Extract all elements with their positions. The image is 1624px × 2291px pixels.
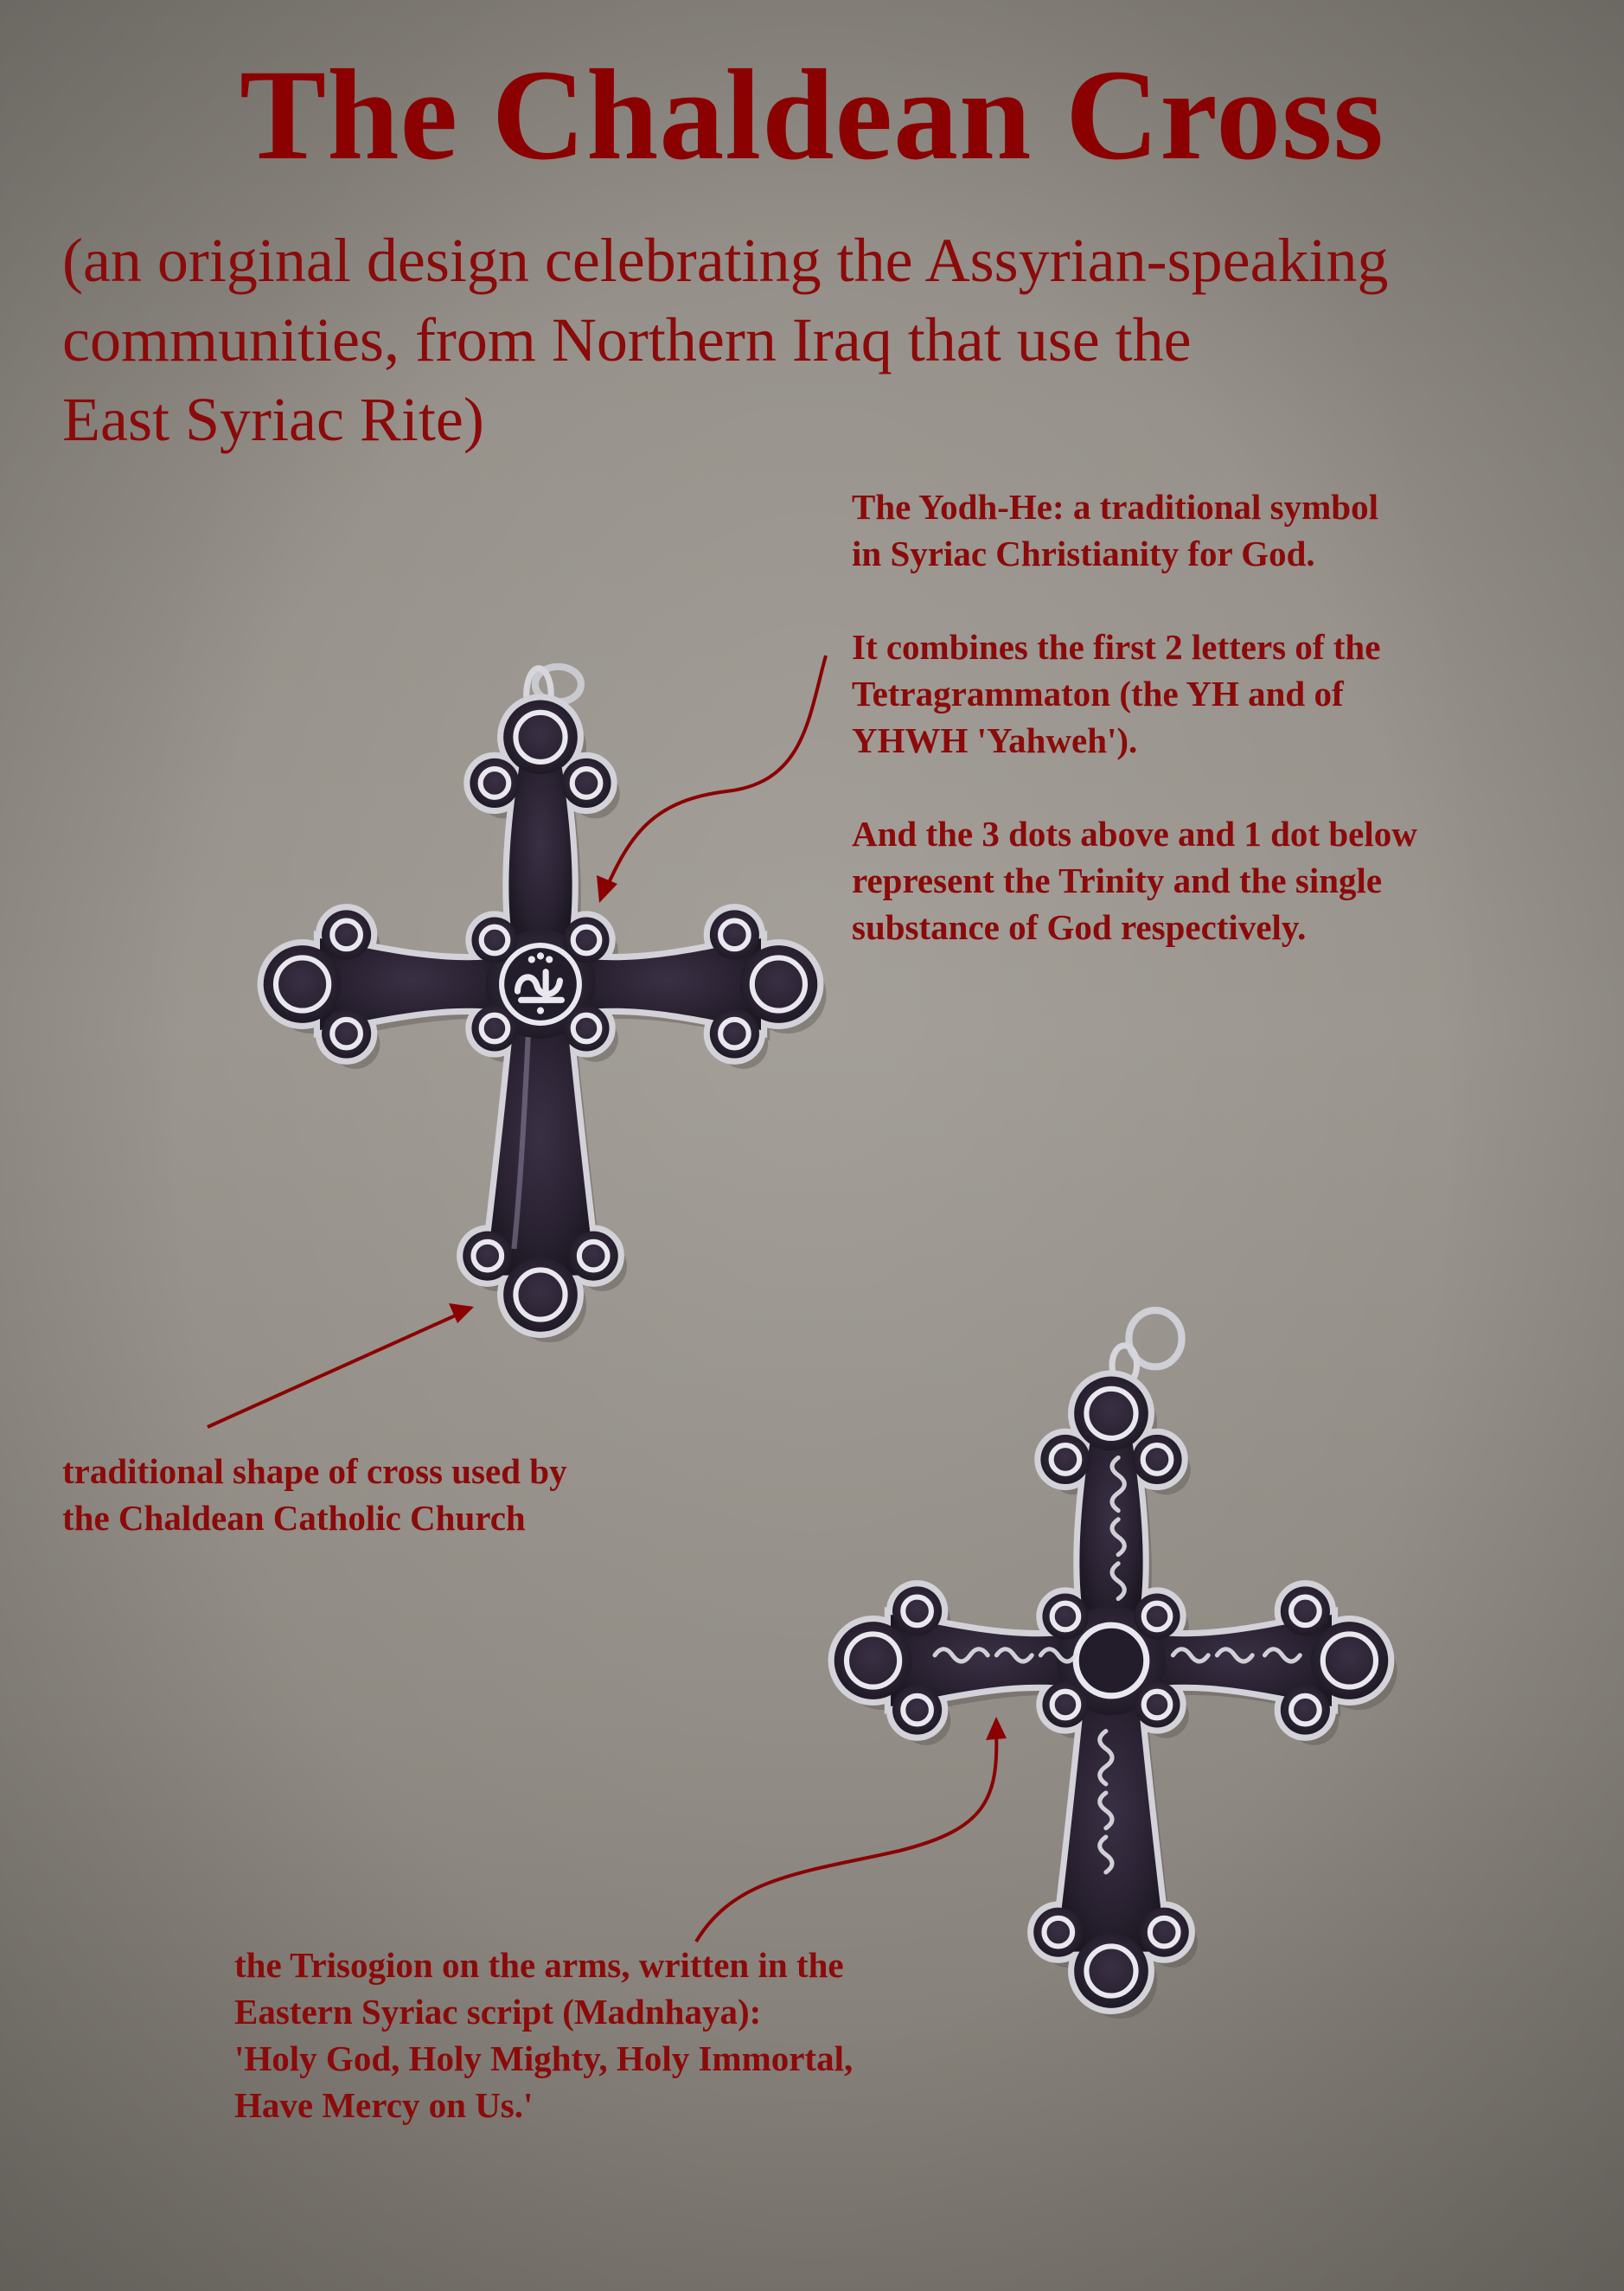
annotation-line: Eastern Syriac script (Madnhaya): xyxy=(234,1992,762,2032)
cross-shape-annotation xyxy=(62,1448,719,1541)
annotation-spacer xyxy=(852,764,1595,810)
yodh-he-annotation xyxy=(852,483,1595,950)
left-pendant-image xyxy=(264,667,827,1342)
arrowhead-icon xyxy=(986,1717,1007,1740)
annotation-line: Have Mercy on Us.' xyxy=(234,2085,534,2125)
annotation-line: The Yodh-He: a traditional symbol xyxy=(852,487,1378,527)
annotation-line: It combines the first 2 letters of the xyxy=(852,627,1381,667)
annotation-line: the Trisogion on the arms, written in the xyxy=(234,1945,844,1985)
annotation-line: YHWH 'Yahweh'). xyxy=(852,720,1138,760)
annotation-spacer xyxy=(852,577,1595,624)
arrowhead-icon xyxy=(449,1303,474,1323)
poster-title: The Chaldean Cross xyxy=(240,43,1384,187)
arrow-yodh-he xyxy=(605,656,826,891)
annotation-line: traditional shape of cross used by xyxy=(62,1451,567,1491)
right-pendant-image xyxy=(834,1310,1397,2019)
annotation-line: represent the Trinity and the single xyxy=(852,861,1383,900)
annotation-line: 'Holy God, Holy Mighty, Holy Immortal, xyxy=(234,2038,854,2078)
annotation-line: the Chaldean Catholic Church xyxy=(62,1498,526,1538)
annotation-line: Tetragrammaton (the YH and of xyxy=(852,674,1344,714)
trisagion-annotation xyxy=(234,1942,1013,2128)
arrow-trisagion xyxy=(696,1730,996,1942)
subtitle-line: (an original design celebrating the Assyrian-speaking xyxy=(62,226,1389,295)
annotation-line: substance of God respectively. xyxy=(852,907,1307,947)
arrowhead-icon xyxy=(597,875,617,903)
arrow-cross-shape xyxy=(208,1310,467,1427)
annotation-line: in Syriac Christianity for God. xyxy=(852,534,1315,573)
subtitle-line: communities, from Northern Iraq that use the xyxy=(62,305,1192,374)
annotation-line: And the 3 dots above and 1 dot below xyxy=(852,814,1417,854)
subtitle-line: East Syriac Rite) xyxy=(62,385,484,454)
